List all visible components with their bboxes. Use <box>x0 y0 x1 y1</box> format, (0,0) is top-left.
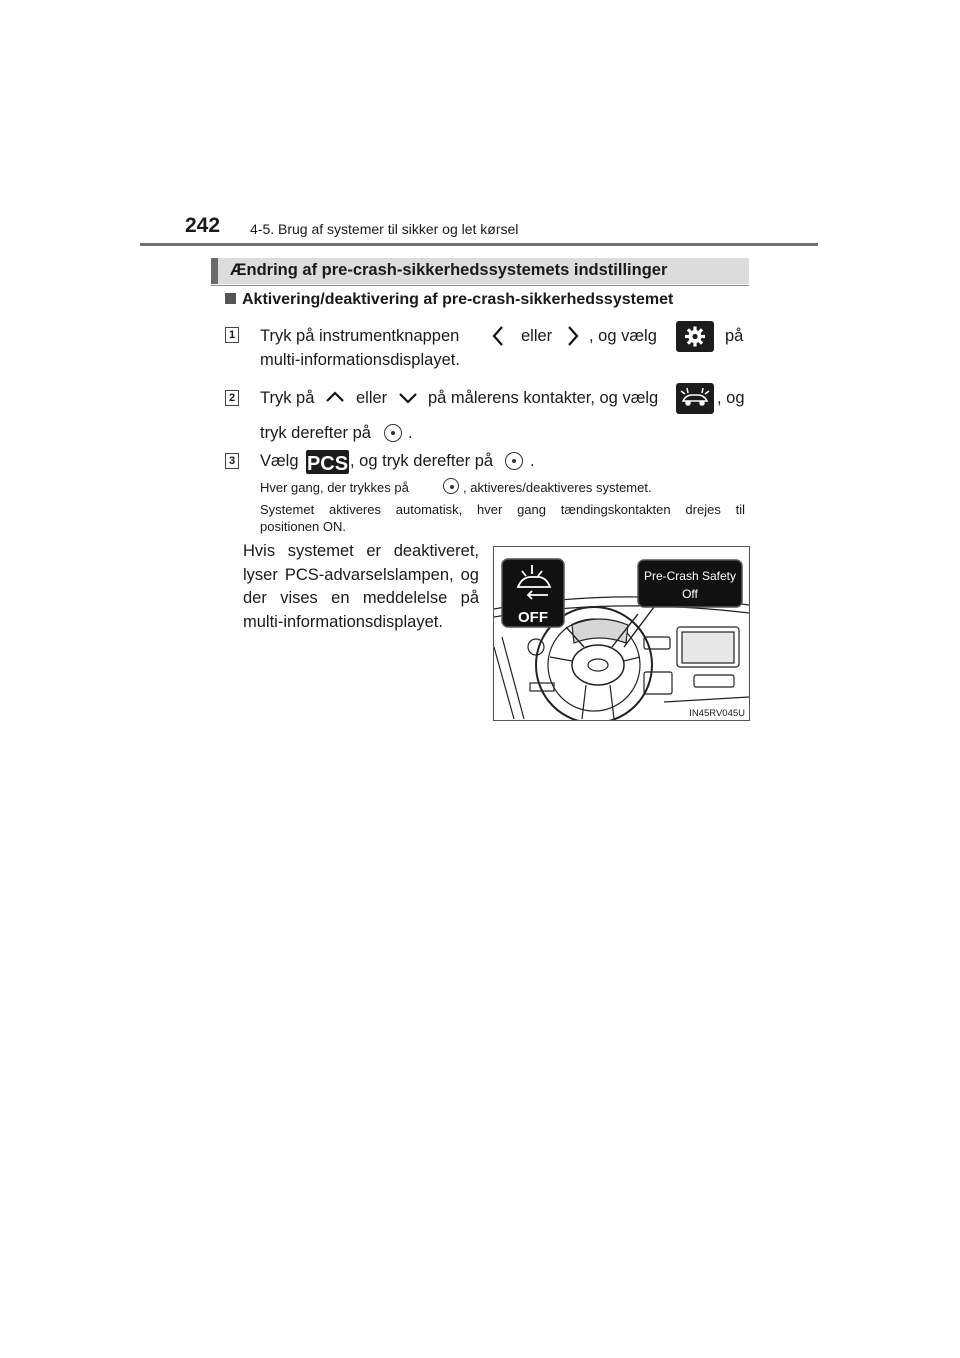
step1-text-c: , og vælg <box>589 327 657 345</box>
chevron-left-icon <box>491 325 505 347</box>
section-title: Ændring af pre-crash-sikkerhedssystemets indstillinger <box>230 261 668 279</box>
square-bullet-icon <box>225 293 236 304</box>
step3-note2b: positionen ON. <box>260 519 346 534</box>
side-paragraph: Hvis systemet er deaktiveret, lyser PCS-advarselslampen, og der vises en meddelelse på multi-informationsdisplayet. <box>243 542 479 631</box>
display-message-line2: Off <box>682 587 698 601</box>
chevron-right-icon <box>566 325 580 347</box>
chevron-down-icon <box>397 391 419 405</box>
step3-text-a: Vælg <box>260 452 299 470</box>
step1-text-d: på <box>725 327 744 345</box>
chevron-up-icon <box>324 390 346 404</box>
pre-crash-settings-icon <box>676 383 714 414</box>
step2-text-d: , og <box>717 389 745 407</box>
step2-text-c: på målerens kontakter, og vælg <box>428 389 659 407</box>
svg-text:PCS: PCS <box>306 453 349 474</box>
step-number-2: 2 <box>225 390 239 406</box>
section-divider <box>211 285 749 286</box>
step2-text-line2b: . <box>408 424 413 442</box>
subheading-text: Aktivering/deaktivering af pre-crash-sikkerhedssystemet <box>242 291 674 308</box>
section-heading-stripe <box>211 258 218 284</box>
ok-button-icon <box>505 452 523 470</box>
chapter-title: 4-5. Brug af systemer til sikker og let kørsel <box>250 221 519 237</box>
step2-text-line2a: tryk derefter på <box>260 424 371 442</box>
step1-text-line2: multi-informationsdisplayet. <box>260 351 460 369</box>
step3-note1b: , aktiveres/deaktiveres systemet. <box>463 480 652 495</box>
step2-text-a: Tryk på <box>260 389 315 407</box>
header-divider <box>140 243 818 246</box>
display-message-line1: Pre-Crash Safety <box>643 569 737 583</box>
step3-text-c: . <box>530 452 535 470</box>
step-number-3: 3 <box>225 453 239 469</box>
figure-code: IN45RV045U <box>689 708 745 719</box>
pcs-text-icon <box>306 450 349 474</box>
step3-note1a: Hver gang, der trykkes på <box>260 480 409 495</box>
subheading <box>225 291 673 309</box>
step3-note2a: Systemet aktiveres automatisk, hver gang tændingskontakten drejes til <box>260 502 745 517</box>
step1-text-a: Tryk på instrumentknappen <box>260 327 460 345</box>
dashboard-drawing <box>494 547 749 720</box>
page-number: 242 <box>185 214 221 237</box>
step3-text-b: , og tryk derefter på <box>350 452 494 470</box>
ok-button-icon <box>443 478 459 494</box>
section-heading-bar <box>211 258 749 284</box>
dashboard-illustration <box>493 546 750 721</box>
step-number-1: 1 <box>225 327 239 343</box>
step1-text-b: eller <box>521 327 553 345</box>
warning-lamp-off-label: OFF <box>518 609 548 626</box>
step2-text-b: eller <box>356 389 388 407</box>
settings-gear-icon <box>676 321 714 352</box>
ok-button-icon <box>384 424 402 442</box>
